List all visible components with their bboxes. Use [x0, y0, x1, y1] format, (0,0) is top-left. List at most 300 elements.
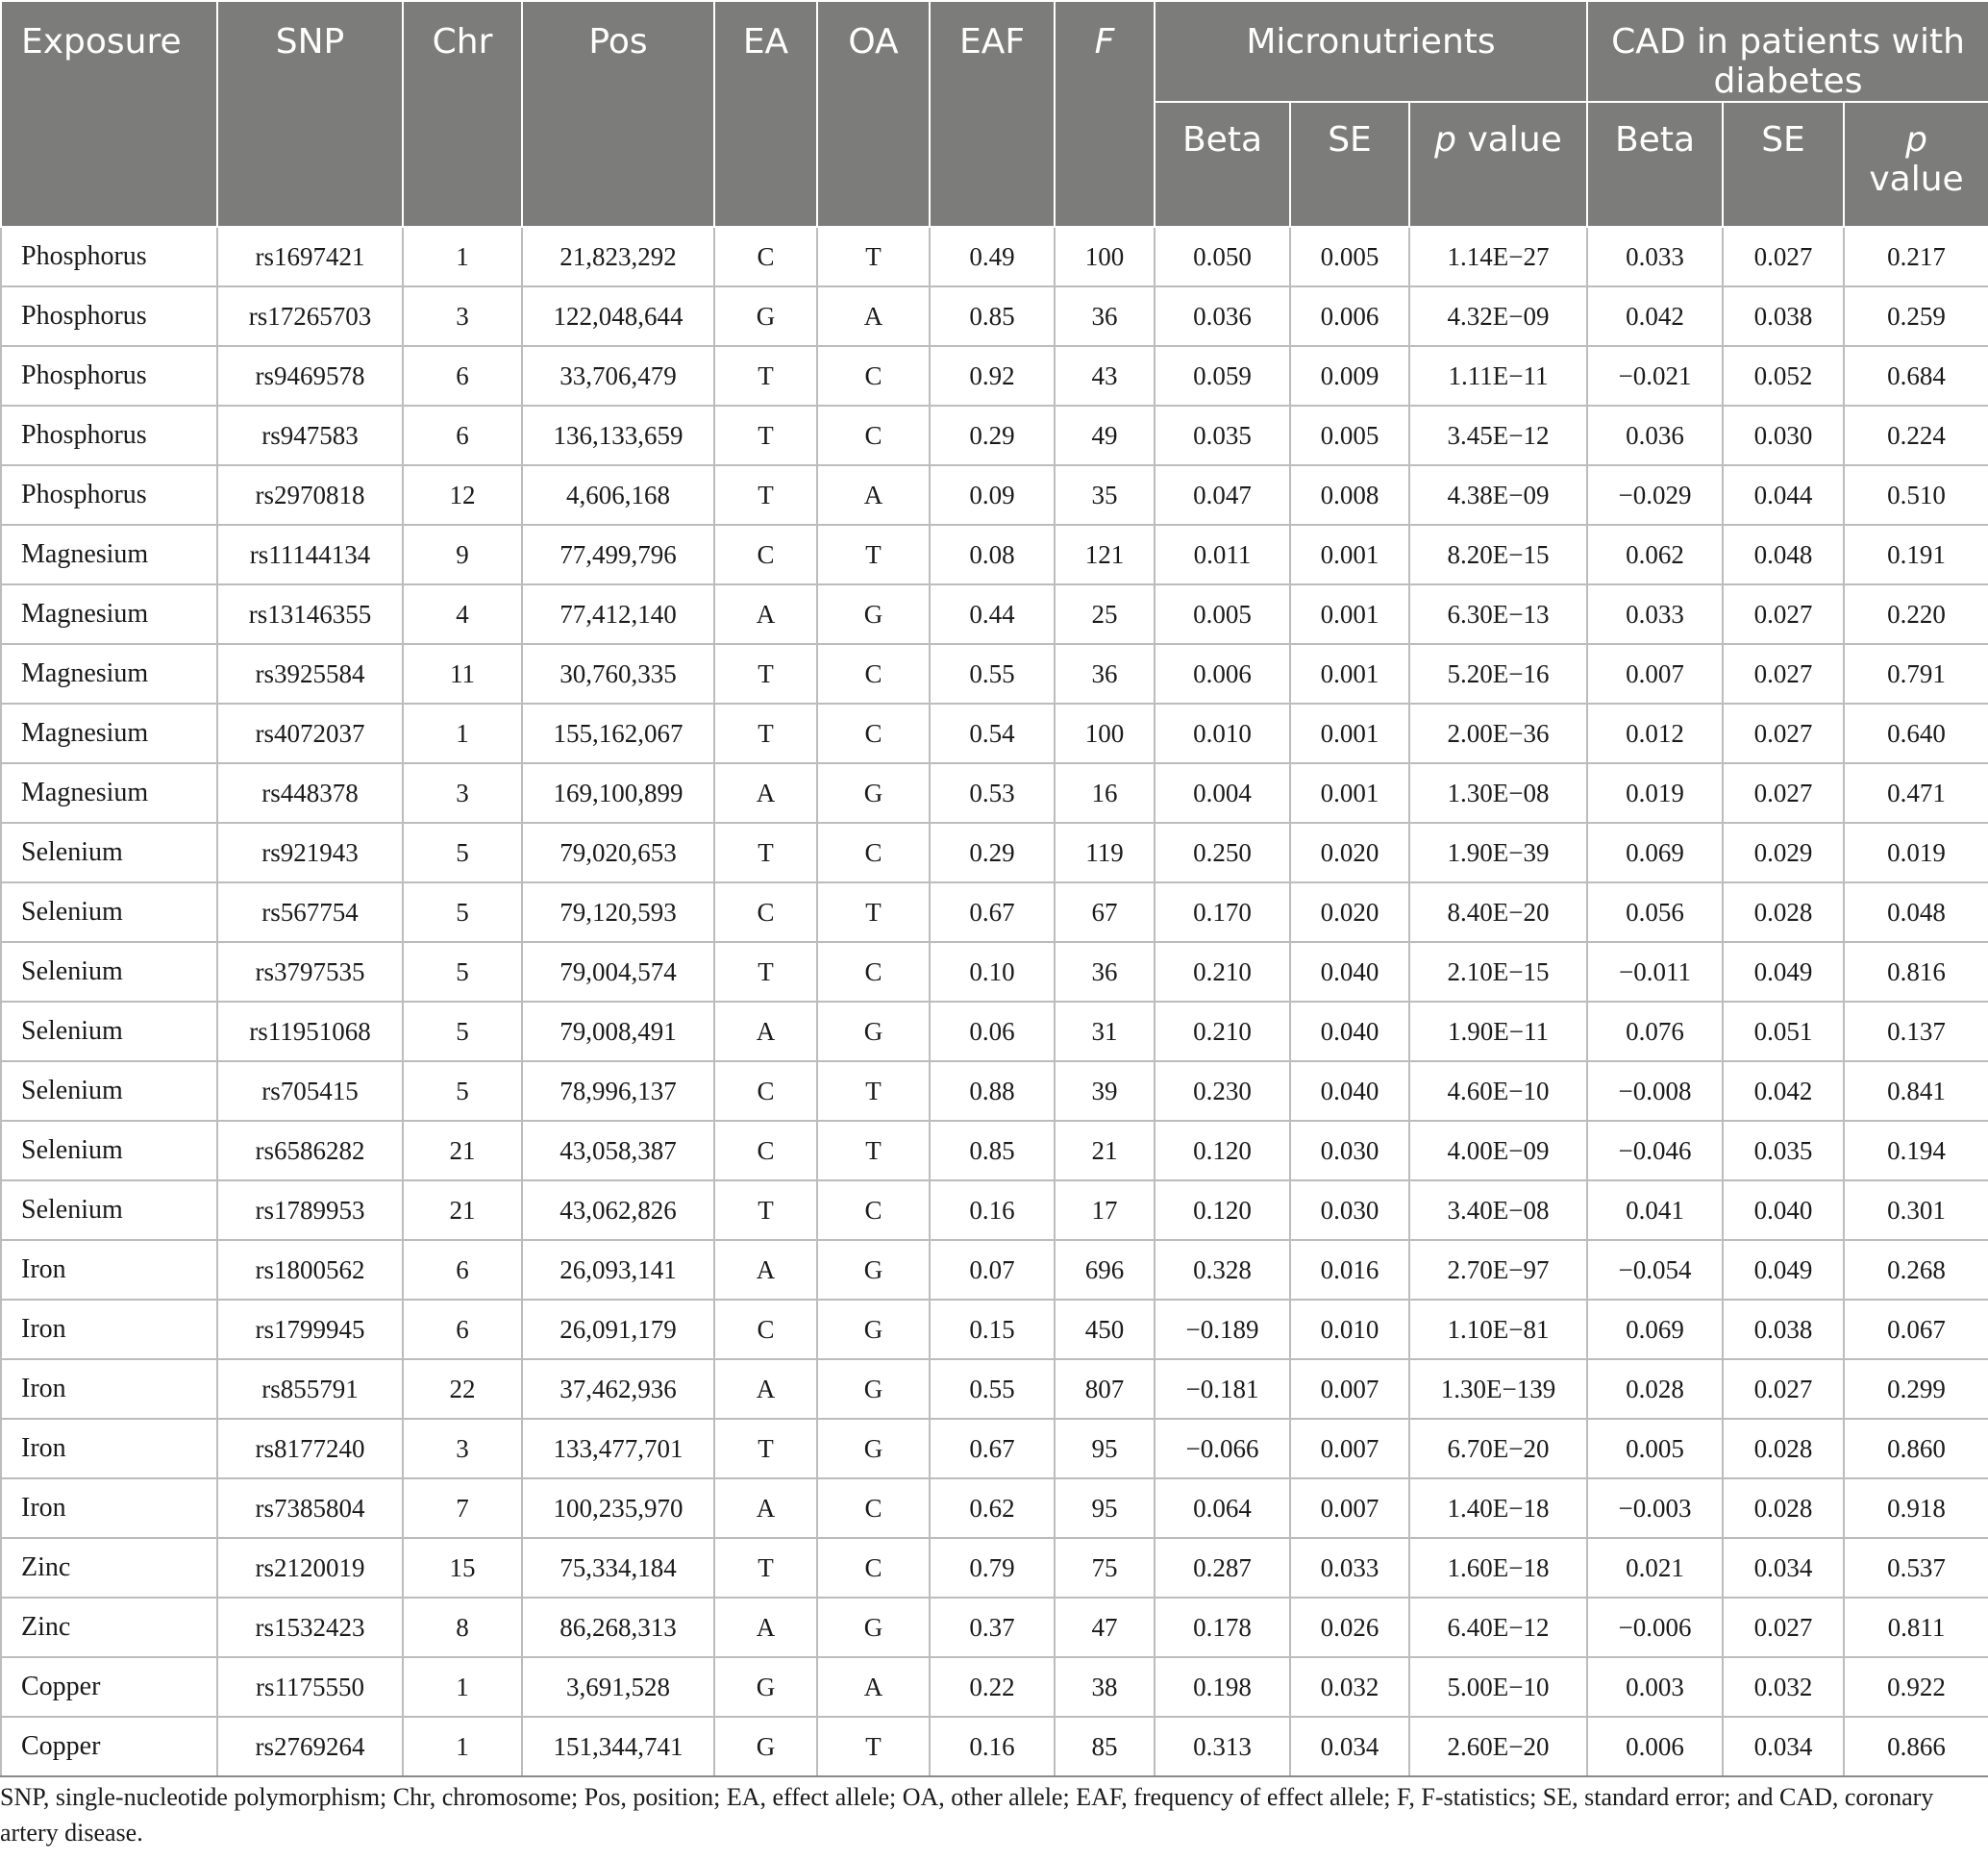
cell-f: 25 — [1055, 584, 1155, 644]
cell-f: 67 — [1055, 882, 1155, 942]
cell-cad-beta: −0.003 — [1587, 1478, 1723, 1538]
cell-micro-beta: 0.005 — [1155, 584, 1290, 644]
cell-chr: 1 — [403, 227, 522, 286]
table-row — [1, 465, 1988, 525]
cell-pos: 79,008,491 — [522, 1002, 714, 1061]
header-ea: EA — [714, 1, 817, 227]
cell-cad-beta: 0.033 — [1587, 227, 1723, 286]
cell-ea: C — [714, 882, 817, 942]
cell-oa: C — [817, 346, 930, 406]
cell-cad-beta: 0.069 — [1587, 1300, 1723, 1359]
cell-cad-beta: 0.003 — [1587, 1657, 1723, 1717]
cell-f: 95 — [1055, 1478, 1155, 1538]
cell-ea: T — [714, 644, 817, 704]
cell-cad-beta: −0.006 — [1587, 1598, 1723, 1657]
cell-f: 17 — [1055, 1180, 1155, 1240]
cell-cad-pvalue: 0.301 — [1844, 1180, 1988, 1240]
cell-micro-pvalue: 1.40E−18 — [1409, 1478, 1587, 1538]
cell-pos: 136,133,659 — [522, 406, 714, 465]
cell-chr: 8 — [403, 1598, 522, 1657]
header-cad: CAD in patients with diabetes — [1587, 1, 1988, 102]
cell-pos: 37,462,936 — [522, 1359, 714, 1419]
cell-f: 95 — [1055, 1419, 1155, 1478]
cell-micro-pvalue: 1.30E−139 — [1409, 1359, 1587, 1419]
cell-ea: A — [714, 763, 817, 823]
cell-micro-se: 0.033 — [1290, 1538, 1409, 1598]
cell-pos: 33,706,479 — [522, 346, 714, 406]
cell-oa: G — [817, 1240, 930, 1300]
cell-cad-pvalue: 0.137 — [1844, 1002, 1988, 1061]
table-row — [1, 823, 1988, 882]
cell-f: 16 — [1055, 763, 1155, 823]
cell-micro-beta: 0.287 — [1155, 1538, 1290, 1598]
cell-exposure: Selenium — [1, 882, 217, 942]
cell-cad-pvalue: 0.640 — [1844, 704, 1988, 763]
cell-micro-beta: 0.170 — [1155, 882, 1290, 942]
table-row — [1, 1538, 1988, 1598]
cell-snp: rs1789953 — [217, 1180, 403, 1240]
cell-micro-beta: −0.181 — [1155, 1359, 1290, 1419]
cell-ea: T — [714, 942, 817, 1002]
cell-exposure: Iron — [1, 1419, 217, 1478]
cell-cad-beta: 0.019 — [1587, 763, 1723, 823]
header-exposure: Exposure — [1, 1, 217, 227]
cell-cad-se: 0.048 — [1723, 525, 1844, 584]
cell-cad-se: 0.027 — [1723, 1359, 1844, 1419]
table-row — [1, 346, 1988, 406]
cell-eaf: 0.55 — [930, 1359, 1055, 1419]
cell-micro-beta: 0.004 — [1155, 763, 1290, 823]
cell-cad-beta: 0.041 — [1587, 1180, 1723, 1240]
cell-cad-se: 0.027 — [1723, 227, 1844, 286]
table-row — [1, 763, 1988, 823]
cell-chr: 7 — [403, 1478, 522, 1538]
cell-pos: 77,412,140 — [522, 584, 714, 644]
table-row — [1, 1419, 1988, 1478]
cell-micro-pvalue: 1.90E−11 — [1409, 1002, 1587, 1061]
table-row — [1, 1717, 1988, 1776]
cell-micro-se: 0.001 — [1290, 644, 1409, 704]
cell-exposure: Selenium — [1, 1180, 217, 1240]
cell-oa: T — [817, 227, 930, 286]
cell-cad-beta: −0.046 — [1587, 1121, 1723, 1180]
cell-pos: 75,334,184 — [522, 1538, 714, 1598]
cell-cad-se: 0.038 — [1723, 286, 1844, 346]
cell-snp: rs11144134 — [217, 525, 403, 584]
cell-snp: rs11951068 — [217, 1002, 403, 1061]
cell-cad-pvalue: 0.191 — [1844, 525, 1988, 584]
cell-micro-se: 0.040 — [1290, 942, 1409, 1002]
cell-cad-se: 0.032 — [1723, 1657, 1844, 1717]
cell-cad-beta: 0.036 — [1587, 406, 1723, 465]
cell-cad-beta: 0.021 — [1587, 1538, 1723, 1598]
cell-f: 36 — [1055, 286, 1155, 346]
cell-f: 36 — [1055, 942, 1155, 1002]
cell-snp: rs1532423 — [217, 1598, 403, 1657]
table-row — [1, 1061, 1988, 1121]
cell-eaf: 0.85 — [930, 286, 1055, 346]
cell-cad-se: 0.027 — [1723, 584, 1844, 644]
cell-micro-pvalue: 4.38E−09 — [1409, 465, 1587, 525]
header-chr: Chr — [403, 1, 522, 227]
table-row — [1, 1180, 1988, 1240]
cell-micro-pvalue: 6.70E−20 — [1409, 1419, 1587, 1478]
cell-cad-beta: 0.005 — [1587, 1419, 1723, 1478]
cell-micro-se: 0.040 — [1290, 1061, 1409, 1121]
cell-oa: A — [817, 1657, 930, 1717]
cell-eaf: 0.22 — [930, 1657, 1055, 1717]
cell-pos: 43,058,387 — [522, 1121, 714, 1180]
cell-exposure: Phosphorus — [1, 465, 217, 525]
cell-exposure: Selenium — [1, 942, 217, 1002]
cell-ea: A — [714, 1240, 817, 1300]
cell-chr: 6 — [403, 1300, 522, 1359]
cell-exposure: Magnesium — [1, 704, 217, 763]
header-cad-beta: Beta — [1587, 102, 1723, 227]
table-row — [1, 406, 1988, 465]
cell-chr: 3 — [403, 286, 522, 346]
cell-snp: rs3925584 — [217, 644, 403, 704]
cell-f: 100 — [1055, 227, 1155, 286]
cell-ea: C — [714, 525, 817, 584]
cell-snp: rs7385804 — [217, 1478, 403, 1538]
cell-snp: rs567754 — [217, 882, 403, 942]
cell-eaf: 0.09 — [930, 465, 1055, 525]
cell-micro-se: 0.010 — [1290, 1300, 1409, 1359]
cell-eaf: 0.16 — [930, 1180, 1055, 1240]
header-f: F — [1055, 1, 1155, 227]
cell-f: 121 — [1055, 525, 1155, 584]
cell-ea: T — [714, 1180, 817, 1240]
cell-micro-se: 0.007 — [1290, 1359, 1409, 1419]
table-row — [1, 942, 1988, 1002]
cell-cad-pvalue: 0.194 — [1844, 1121, 1988, 1180]
cell-exposure: Magnesium — [1, 763, 217, 823]
cell-snp: rs1175550 — [217, 1657, 403, 1717]
cell-micro-beta: −0.189 — [1155, 1300, 1290, 1359]
cell-exposure: Selenium — [1, 1121, 217, 1180]
cell-ea: T — [714, 1419, 817, 1478]
cell-cad-pvalue: 0.048 — [1844, 882, 1988, 942]
cell-chr: 21 — [403, 1121, 522, 1180]
cell-micro-beta: 0.064 — [1155, 1478, 1290, 1538]
cell-micro-se: 0.030 — [1290, 1180, 1409, 1240]
cell-exposure: Magnesium — [1, 644, 217, 704]
cell-exposure: Phosphorus — [1, 346, 217, 406]
cell-ea: T — [714, 465, 817, 525]
table-row — [1, 1240, 1988, 1300]
cell-exposure: Magnesium — [1, 525, 217, 584]
cell-oa: C — [817, 942, 930, 1002]
cell-micro-beta: 0.178 — [1155, 1598, 1290, 1657]
table-body — [1, 227, 1988, 1776]
cell-micro-pvalue: 5.00E−10 — [1409, 1657, 1587, 1717]
cell-cad-beta: 0.062 — [1587, 525, 1723, 584]
cell-oa: G — [817, 1359, 930, 1419]
cell-f: 39 — [1055, 1061, 1155, 1121]
cell-snp: rs9469578 — [217, 346, 403, 406]
cell-cad-se: 0.049 — [1723, 942, 1844, 1002]
cell-micro-beta: 0.328 — [1155, 1240, 1290, 1300]
cell-cad-se: 0.028 — [1723, 882, 1844, 942]
cell-cad-se: 0.042 — [1723, 1061, 1844, 1121]
cell-ea: T — [714, 406, 817, 465]
cell-cad-pvalue: 0.922 — [1844, 1657, 1988, 1717]
cell-chr: 9 — [403, 525, 522, 584]
cell-cad-beta: 0.076 — [1587, 1002, 1723, 1061]
cell-micro-pvalue: 3.45E−12 — [1409, 406, 1587, 465]
cell-eaf: 0.62 — [930, 1478, 1055, 1538]
cell-cad-beta: 0.069 — [1587, 823, 1723, 882]
cell-micro-beta: 0.036 — [1155, 286, 1290, 346]
header-micronutrients: Micronutrients — [1155, 1, 1587, 102]
cell-snp: rs921943 — [217, 823, 403, 882]
cell-pos: 26,091,179 — [522, 1300, 714, 1359]
cell-pos: 155,162,067 — [522, 704, 714, 763]
cell-eaf: 0.10 — [930, 942, 1055, 1002]
header-micro-p: p — [1434, 120, 1457, 160]
header-eaf: EAF — [930, 1, 1055, 227]
cell-micro-beta: 0.313 — [1155, 1717, 1290, 1776]
cell-oa: T — [817, 525, 930, 584]
cell-cad-se: 0.029 — [1723, 823, 1844, 882]
cell-f: 35 — [1055, 465, 1155, 525]
cell-cad-beta: 0.056 — [1587, 882, 1723, 942]
cell-micro-beta: 0.010 — [1155, 704, 1290, 763]
cell-oa: G — [817, 763, 930, 823]
cell-ea: T — [714, 346, 817, 406]
cell-oa: C — [817, 1538, 930, 1598]
cell-snp: rs4072037 — [217, 704, 403, 763]
cell-ea: C — [714, 1061, 817, 1121]
cell-cad-beta: 0.028 — [1587, 1359, 1723, 1419]
cell-snp: rs855791 — [217, 1359, 403, 1419]
cell-cad-pvalue: 0.811 — [1844, 1598, 1988, 1657]
cell-micro-pvalue: 8.40E−20 — [1409, 882, 1587, 942]
cell-eaf: 0.08 — [930, 525, 1055, 584]
cell-exposure: Selenium — [1, 823, 217, 882]
cell-cad-beta: 0.033 — [1587, 584, 1723, 644]
cell-micro-beta: 0.230 — [1155, 1061, 1290, 1121]
cell-f: 75 — [1055, 1538, 1155, 1598]
cell-chr: 6 — [403, 406, 522, 465]
cell-micro-beta: 0.198 — [1155, 1657, 1290, 1717]
header-micro-value: value — [1467, 120, 1562, 160]
cell-oa: A — [817, 465, 930, 525]
cell-eaf: 0.53 — [930, 763, 1055, 823]
cell-pos: 86,268,313 — [522, 1598, 714, 1657]
cell-snp: rs2970818 — [217, 465, 403, 525]
cell-cad-pvalue: 0.537 — [1844, 1538, 1988, 1598]
cell-micro-se: 0.007 — [1290, 1478, 1409, 1538]
cell-oa: G — [817, 1002, 930, 1061]
cell-cad-se: 0.034 — [1723, 1538, 1844, 1598]
cell-cad-pvalue: 0.268 — [1844, 1240, 1988, 1300]
cell-exposure: Selenium — [1, 1002, 217, 1061]
header-snp: SNP — [217, 1, 403, 227]
table-row — [1, 704, 1988, 763]
cell-ea: C — [714, 1300, 817, 1359]
cell-cad-se: 0.027 — [1723, 763, 1844, 823]
cell-cad-se: 0.028 — [1723, 1419, 1844, 1478]
cell-cad-pvalue: 0.259 — [1844, 286, 1988, 346]
cell-f: 47 — [1055, 1598, 1155, 1657]
cell-micro-pvalue: 6.30E−13 — [1409, 584, 1587, 644]
cell-micro-se: 0.020 — [1290, 823, 1409, 882]
cell-micro-pvalue: 3.40E−08 — [1409, 1180, 1587, 1240]
cell-cad-se: 0.027 — [1723, 644, 1844, 704]
cell-ea: A — [714, 1478, 817, 1538]
cell-exposure: Copper — [1, 1657, 217, 1717]
cell-cad-beta: 0.042 — [1587, 286, 1723, 346]
cell-micro-pvalue: 4.60E−10 — [1409, 1061, 1587, 1121]
cell-ea: T — [714, 704, 817, 763]
cell-exposure: Zinc — [1, 1538, 217, 1598]
cell-ea: A — [714, 1598, 817, 1657]
cell-ea: A — [714, 1359, 817, 1419]
cell-pos: 169,100,899 — [522, 763, 714, 823]
cell-chr: 5 — [403, 882, 522, 942]
cell-micro-se: 0.008 — [1290, 465, 1409, 525]
cell-exposure: Magnesium — [1, 584, 217, 644]
cell-chr: 6 — [403, 1240, 522, 1300]
cell-chr: 3 — [403, 763, 522, 823]
cell-oa: T — [817, 1061, 930, 1121]
cell-cad-se: 0.044 — [1723, 465, 1844, 525]
cell-exposure: Iron — [1, 1300, 217, 1359]
cell-micro-beta: 0.059 — [1155, 346, 1290, 406]
cell-micro-beta: −0.066 — [1155, 1419, 1290, 1478]
cell-cad-se: 0.027 — [1723, 704, 1844, 763]
header-cad-p: p — [1905, 120, 1927, 160]
header-micro-se: SE — [1290, 102, 1409, 227]
cell-eaf: 0.29 — [930, 823, 1055, 882]
cell-micro-pvalue: 1.10E−81 — [1409, 1300, 1587, 1359]
cell-pos: 79,120,593 — [522, 882, 714, 942]
cell-f: 31 — [1055, 1002, 1155, 1061]
cell-pos: 122,048,644 — [522, 286, 714, 346]
cell-micro-pvalue: 2.00E−36 — [1409, 704, 1587, 763]
cell-snp: rs947583 — [217, 406, 403, 465]
cell-micro-beta: 0.210 — [1155, 1002, 1290, 1061]
cell-exposure: Copper — [1, 1717, 217, 1776]
cell-pos: 26,093,141 — [522, 1240, 714, 1300]
cell-cad-pvalue: 0.224 — [1844, 406, 1988, 465]
cell-micro-se: 0.001 — [1290, 763, 1409, 823]
cell-cad-beta: 0.006 — [1587, 1717, 1723, 1776]
cell-cad-se: 0.038 — [1723, 1300, 1844, 1359]
cell-cad-se: 0.030 — [1723, 406, 1844, 465]
header-micro-beta: Beta — [1155, 102, 1290, 227]
cell-cad-pvalue: 0.816 — [1844, 942, 1988, 1002]
table-row — [1, 227, 1988, 286]
cell-cad-pvalue: 0.299 — [1844, 1359, 1988, 1419]
cell-micro-se: 0.005 — [1290, 227, 1409, 286]
cell-pos: 100,235,970 — [522, 1478, 714, 1538]
cell-oa: G — [817, 1300, 930, 1359]
cell-cad-beta: 0.012 — [1587, 704, 1723, 763]
header-cad-se: SE — [1723, 102, 1844, 227]
cell-micro-beta: 0.035 — [1155, 406, 1290, 465]
cell-pos: 79,004,574 — [522, 942, 714, 1002]
table-row — [1, 525, 1988, 584]
cell-micro-pvalue: 8.20E−15 — [1409, 525, 1587, 584]
table-row — [1, 1121, 1988, 1180]
cell-pos: 79,020,653 — [522, 823, 714, 882]
cell-snp: rs3797535 — [217, 942, 403, 1002]
cell-pos: 43,062,826 — [522, 1180, 714, 1240]
cell-pos: 3,691,528 — [522, 1657, 714, 1717]
cell-pos: 4,606,168 — [522, 465, 714, 525]
cell-micro-pvalue: 2.60E−20 — [1409, 1717, 1587, 1776]
table-row — [1, 882, 1988, 942]
cell-f: 38 — [1055, 1657, 1155, 1717]
cell-ea: T — [714, 1538, 817, 1598]
cell-eaf: 0.07 — [930, 1240, 1055, 1300]
cell-snp: rs1799945 — [217, 1300, 403, 1359]
cell-cad-se: 0.051 — [1723, 1002, 1844, 1061]
cell-pos: 78,996,137 — [522, 1061, 714, 1121]
cell-chr: 5 — [403, 823, 522, 882]
cell-micro-se: 0.032 — [1290, 1657, 1409, 1717]
cell-cad-se: 0.040 — [1723, 1180, 1844, 1240]
cell-pos: 21,823,292 — [522, 227, 714, 286]
cell-ea: A — [714, 1002, 817, 1061]
cell-oa: G — [817, 584, 930, 644]
cell-micro-beta: 0.047 — [1155, 465, 1290, 525]
cell-cad-beta: −0.021 — [1587, 346, 1723, 406]
cell-f: 85 — [1055, 1717, 1155, 1776]
table-row — [1, 1478, 1988, 1538]
cell-cad-beta: 0.007 — [1587, 644, 1723, 704]
cell-micro-se: 0.016 — [1290, 1240, 1409, 1300]
cell-eaf: 0.55 — [930, 644, 1055, 704]
cell-ea: T — [714, 823, 817, 882]
table-row — [1, 1359, 1988, 1419]
cell-eaf: 0.44 — [930, 584, 1055, 644]
cell-micro-se: 0.009 — [1290, 346, 1409, 406]
cell-f: 807 — [1055, 1359, 1155, 1419]
cell-chr: 1 — [403, 1717, 522, 1776]
cell-exposure: Iron — [1, 1478, 217, 1538]
cell-cad-pvalue: 0.067 — [1844, 1300, 1988, 1359]
cell-micro-se: 0.007 — [1290, 1419, 1409, 1478]
header-micro-pvalue — [1409, 102, 1587, 227]
cell-chr: 1 — [403, 704, 522, 763]
cell-micro-se: 0.001 — [1290, 704, 1409, 763]
cell-f: 36 — [1055, 644, 1155, 704]
cell-pos: 151,344,741 — [522, 1717, 714, 1776]
cell-cad-pvalue: 0.860 — [1844, 1419, 1988, 1478]
cell-micro-pvalue: 4.00E−09 — [1409, 1121, 1587, 1180]
cell-micro-se: 0.040 — [1290, 1002, 1409, 1061]
cell-snp: rs1697421 — [217, 227, 403, 286]
cell-eaf: 0.54 — [930, 704, 1055, 763]
cell-cad-se: 0.034 — [1723, 1717, 1844, 1776]
cell-chr: 6 — [403, 346, 522, 406]
cell-eaf: 0.16 — [930, 1717, 1055, 1776]
cell-f: 696 — [1055, 1240, 1155, 1300]
cell-exposure: Phosphorus — [1, 406, 217, 465]
cell-micro-pvalue: 4.32E−09 — [1409, 286, 1587, 346]
cell-snp: rs6586282 — [217, 1121, 403, 1180]
cell-cad-pvalue: 0.220 — [1844, 584, 1988, 644]
cell-exposure: Zinc — [1, 1598, 217, 1657]
cell-ea: G — [714, 286, 817, 346]
cell-exposure: Selenium — [1, 1061, 217, 1121]
cell-chr: 1 — [403, 1657, 522, 1717]
cell-micro-beta: 0.006 — [1155, 644, 1290, 704]
